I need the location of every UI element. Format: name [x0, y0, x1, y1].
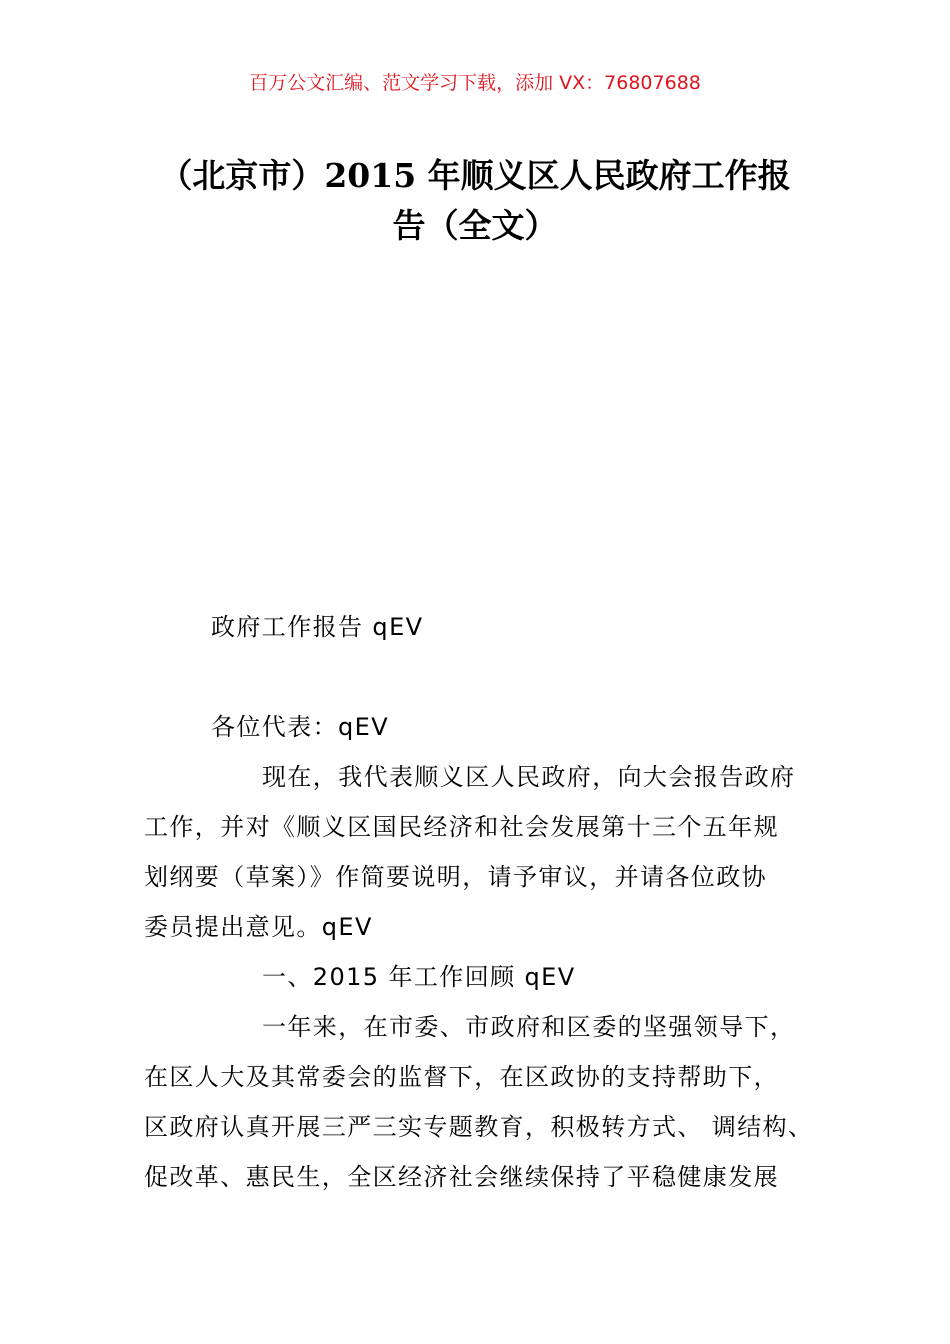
- document-title-line-1: （北京市）2015 年顺义区人民政府工作报: [159, 156, 791, 195]
- paragraph-line: 工作，并对《顺义区国民经济和社会发展第十三个五年规: [144, 813, 779, 841]
- paragraph-line: 划纲要（草案）》作简要说明，请予审议，并请各位政协: [144, 863, 767, 891]
- document-title-line-2: 告（全文）: [392, 206, 558, 245]
- promo-header: 百万公文汇编、范文学习下载，添加 VX：76807688: [249, 72, 701, 94]
- paragraph-line: 在区人大及其常委会的监督下，在区政协的支持帮助下，: [144, 1063, 779, 1091]
- paragraph-line: 促改革、惠民生，全区经济社会继续保持了平稳健康发展: [144, 1163, 779, 1191]
- paragraph-line: 委员提出意见。qEV: [144, 913, 373, 941]
- section-heading: 政府工作报告 qEV: [211, 613, 424, 641]
- paragraph-line: 区政府认真开展三严三实专题教育，积极转方式、 调结构、: [144, 1113, 814, 1141]
- paragraph-line: 一年来，在市委、市政府和区委的坚强领导下，: [262, 1013, 796, 1041]
- section-title: 一、2015 年工作回顾 qEV: [262, 963, 576, 991]
- paragraph-line: 现在，我代表顺义区人民政府，向大会报告政府: [262, 763, 796, 791]
- salutation: 各位代表：qEV: [211, 713, 390, 741]
